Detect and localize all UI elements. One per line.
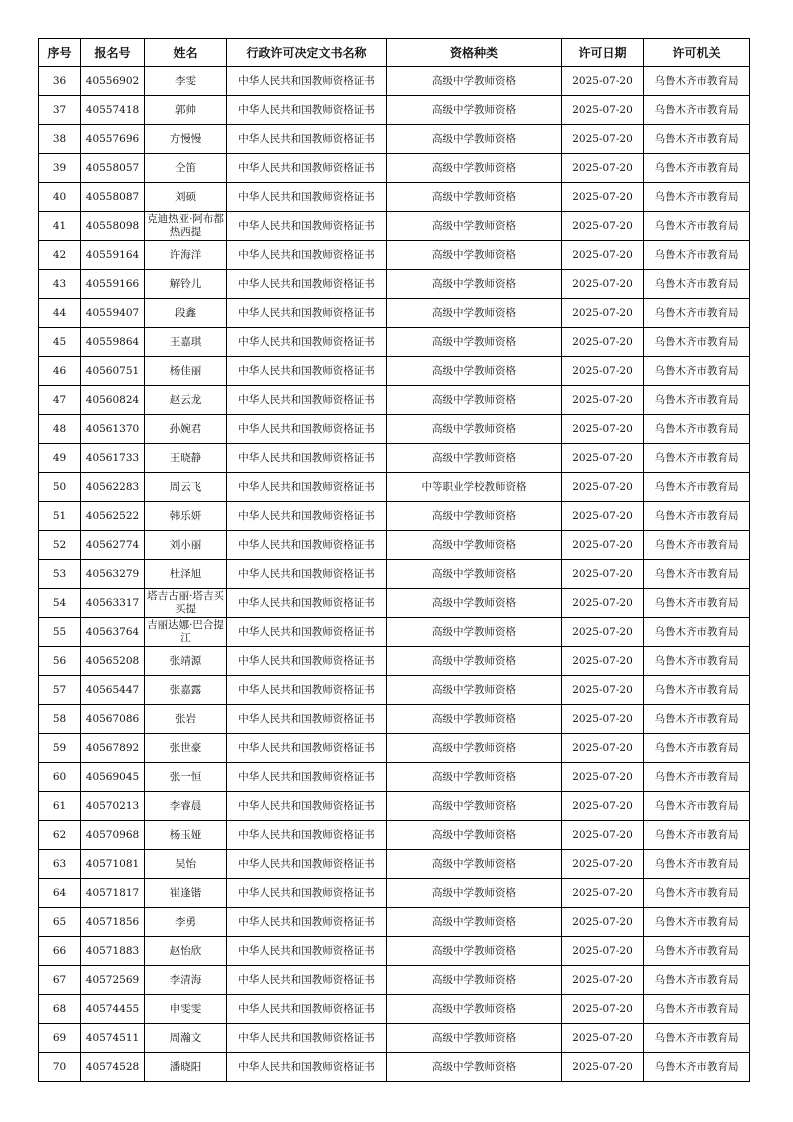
- table-row: [39, 850, 750, 879]
- cell-license-authority: 乌鲁木齐市教育局: [644, 1024, 750, 1053]
- cell-document-name: 中华人民共和国教师资格证书: [227, 1053, 387, 1082]
- cell-license-date: 2025-07-20: [562, 647, 644, 676]
- cell-license-authority: 乌鲁木齐市教育局: [644, 473, 750, 502]
- table-row: [39, 734, 750, 763]
- cell-license-date: 2025-07-20: [562, 937, 644, 966]
- cell-document-name: 中华人民共和国教师资格证书: [227, 154, 387, 183]
- cell-index: 62: [39, 821, 81, 850]
- table-row: [39, 647, 750, 676]
- cell-registration-no: 40558098: [81, 212, 145, 241]
- cell-index: 60: [39, 763, 81, 792]
- table-row: [39, 270, 750, 299]
- cell-registration-no: 40562774: [81, 531, 145, 560]
- table-row: [39, 821, 750, 850]
- cell-name: 方慢慢: [145, 125, 227, 154]
- cell-qualification-type: 高级中学教师资格: [387, 676, 562, 705]
- cell-name: 张岩: [145, 705, 227, 734]
- cell-qualification-type: 高级中学教师资格: [387, 618, 562, 647]
- cell-registration-no: 40567892: [81, 734, 145, 763]
- cell-qualification-type: 高级中学教师资格: [387, 560, 562, 589]
- cell-registration-no: 40569045: [81, 763, 145, 792]
- document-page: [38, 38, 749, 1082]
- table-row: [39, 502, 750, 531]
- cell-license-authority: 乌鲁木齐市教育局: [644, 125, 750, 154]
- cell-license-date: 2025-07-20: [562, 357, 644, 386]
- cell-license-authority: 乌鲁木齐市教育局: [644, 415, 750, 444]
- cell-license-authority: 乌鲁木齐市教育局: [644, 618, 750, 647]
- cell-index: 68: [39, 995, 81, 1024]
- cell-license-authority: 乌鲁木齐市教育局: [644, 763, 750, 792]
- cell-license-authority: 乌鲁木齐市教育局: [644, 734, 750, 763]
- cell-qualification-type: 高级中学教师资格: [387, 792, 562, 821]
- cell-registration-no: 40565208: [81, 647, 145, 676]
- cell-document-name: 中华人民共和国教师资格证书: [227, 357, 387, 386]
- cell-qualification-type: 高级中学教师资格: [387, 879, 562, 908]
- cell-document-name: 中华人民共和国教师资格证书: [227, 705, 387, 734]
- cell-index: 59: [39, 734, 81, 763]
- cell-qualification-type: 高级中学教师资格: [387, 212, 562, 241]
- cell-name: 杜泽旭: [145, 560, 227, 589]
- cell-license-date: 2025-07-20: [562, 241, 644, 270]
- cell-document-name: 中华人民共和国教师资格证书: [227, 96, 387, 125]
- cell-index: 48: [39, 415, 81, 444]
- table-row: [39, 966, 750, 995]
- cell-qualification-type: 高级中学教师资格: [387, 647, 562, 676]
- table-row: [39, 386, 750, 415]
- cell-index: 51: [39, 502, 81, 531]
- cell-document-name: 中华人民共和国教师资格证书: [227, 821, 387, 850]
- cell-document-name: 中华人民共和国教师资格证书: [227, 415, 387, 444]
- cell-license-date: 2025-07-20: [562, 734, 644, 763]
- cell-license-date: 2025-07-20: [562, 1024, 644, 1053]
- cell-license-date: 2025-07-20: [562, 415, 644, 444]
- cell-license-date: 2025-07-20: [562, 183, 644, 212]
- cell-name: 赵怡欣: [145, 937, 227, 966]
- cell-document-name: 中华人民共和国教师资格证书: [227, 850, 387, 879]
- cell-qualification-type: 高级中学教师资格: [387, 96, 562, 125]
- cell-index: 52: [39, 531, 81, 560]
- cell-license-authority: 乌鲁木齐市教育局: [644, 212, 750, 241]
- table-row: [39, 879, 750, 908]
- cell-license-authority: 乌鲁木齐市教育局: [644, 850, 750, 879]
- cell-qualification-type: 高级中学教师资格: [387, 328, 562, 357]
- cell-name: 韩乐妍: [145, 502, 227, 531]
- cell-qualification-type: 高级中学教师资格: [387, 502, 562, 531]
- cell-index: 42: [39, 241, 81, 270]
- cell-document-name: 中华人民共和国教师资格证书: [227, 734, 387, 763]
- cell-index: 57: [39, 676, 81, 705]
- cell-license-date: 2025-07-20: [562, 589, 644, 618]
- cell-index: 55: [39, 618, 81, 647]
- cell-index: 67: [39, 966, 81, 995]
- cell-qualification-type: 高级中学教师资格: [387, 937, 562, 966]
- cell-license-date: 2025-07-20: [562, 444, 644, 473]
- cell-name: 王嘉琪: [145, 328, 227, 357]
- cell-registration-no: 40563317: [81, 589, 145, 618]
- cell-license-authority: 乌鲁木齐市教育局: [644, 444, 750, 473]
- table-row: [39, 705, 750, 734]
- cell-qualification-type: 高级中学教师资格: [387, 850, 562, 879]
- table-row: [39, 763, 750, 792]
- cell-name: 郭帅: [145, 96, 227, 125]
- table-body: [39, 67, 750, 1082]
- header-license-authority: 许可机关: [644, 39, 750, 67]
- cell-document-name: 中华人民共和国教师资格证书: [227, 386, 387, 415]
- cell-license-date: 2025-07-20: [562, 125, 644, 154]
- table-row: [39, 618, 750, 647]
- header-registration-no: 报名号: [81, 39, 145, 67]
- table-row: [39, 415, 750, 444]
- cell-index: 46: [39, 357, 81, 386]
- table-row: [39, 473, 750, 502]
- table-row: [39, 212, 750, 241]
- cell-name: 张嘉露: [145, 676, 227, 705]
- table-row: [39, 995, 750, 1024]
- cell-document-name: 中华人民共和国教师资格证书: [227, 792, 387, 821]
- cell-index: 47: [39, 386, 81, 415]
- table-row: [39, 1053, 750, 1082]
- cell-license-authority: 乌鲁木齐市教育局: [644, 328, 750, 357]
- cell-registration-no: 40570968: [81, 821, 145, 850]
- cell-license-date: 2025-07-20: [562, 212, 644, 241]
- cell-name: 塔吉古丽·塔吉买买提: [145, 589, 227, 618]
- cell-registration-no: 40559166: [81, 270, 145, 299]
- license-table: [38, 38, 750, 1082]
- table-row: [39, 96, 750, 125]
- cell-name: 赵云龙: [145, 386, 227, 415]
- cell-qualification-type: 高级中学教师资格: [387, 1053, 562, 1082]
- cell-document-name: 中华人民共和国教师资格证书: [227, 937, 387, 966]
- cell-license-authority: 乌鲁木齐市教育局: [644, 67, 750, 96]
- cell-document-name: 中华人民共和国教师资格证书: [227, 212, 387, 241]
- cell-license-date: 2025-07-20: [562, 821, 644, 850]
- cell-registration-no: 40572569: [81, 966, 145, 995]
- cell-license-date: 2025-07-20: [562, 676, 644, 705]
- cell-license-authority: 乌鲁木齐市教育局: [644, 1053, 750, 1082]
- cell-registration-no: 40571817: [81, 879, 145, 908]
- cell-registration-no: 40571856: [81, 908, 145, 937]
- cell-index: 53: [39, 560, 81, 589]
- table-row: [39, 125, 750, 154]
- cell-registration-no: 40574528: [81, 1053, 145, 1082]
- cell-index: 54: [39, 589, 81, 618]
- cell-registration-no: 40570213: [81, 792, 145, 821]
- cell-registration-no: 40558087: [81, 183, 145, 212]
- cell-document-name: 中华人民共和国教师资格证书: [227, 647, 387, 676]
- cell-document-name: 中华人民共和国教师资格证书: [227, 618, 387, 647]
- cell-index: 66: [39, 937, 81, 966]
- cell-qualification-type: 高级中学教师资格: [387, 299, 562, 328]
- cell-document-name: 中华人民共和国教师资格证书: [227, 183, 387, 212]
- table-row: [39, 1024, 750, 1053]
- cell-license-date: 2025-07-20: [562, 879, 644, 908]
- table-row: [39, 792, 750, 821]
- cell-index: 44: [39, 299, 81, 328]
- cell-license-authority: 乌鲁木齐市教育局: [644, 908, 750, 937]
- header-name: 姓名: [145, 39, 227, 67]
- cell-license-authority: 乌鲁木齐市教育局: [644, 792, 750, 821]
- cell-name: 仝笛: [145, 154, 227, 183]
- cell-registration-no: 40571883: [81, 937, 145, 966]
- cell-qualification-type: 高级中学教师资格: [387, 734, 562, 763]
- cell-qualification-type: 高级中学教师资格: [387, 908, 562, 937]
- cell-license-authority: 乌鲁木齐市教育局: [644, 995, 750, 1024]
- cell-registration-no: 40556902: [81, 67, 145, 96]
- cell-registration-no: 40563764: [81, 618, 145, 647]
- cell-registration-no: 40565447: [81, 676, 145, 705]
- table-row: [39, 154, 750, 183]
- cell-qualification-type: 高级中学教师资格: [387, 966, 562, 995]
- table-row: [39, 183, 750, 212]
- cell-document-name: 中华人民共和国教师资格证书: [227, 299, 387, 328]
- cell-name: 许海洋: [145, 241, 227, 270]
- cell-name: 刘硕: [145, 183, 227, 212]
- cell-index: 36: [39, 67, 81, 96]
- cell-license-date: 2025-07-20: [562, 96, 644, 125]
- cell-qualification-type: 高级中学教师资格: [387, 531, 562, 560]
- cell-qualification-type: 高级中学教师资格: [387, 705, 562, 734]
- cell-license-date: 2025-07-20: [562, 67, 644, 96]
- cell-license-authority: 乌鲁木齐市教育局: [644, 531, 750, 560]
- cell-document-name: 中华人民共和国教师资格证书: [227, 966, 387, 995]
- cell-license-authority: 乌鲁木齐市教育局: [644, 299, 750, 328]
- cell-index: 65: [39, 908, 81, 937]
- cell-name: 孙婉君: [145, 415, 227, 444]
- cell-index: 43: [39, 270, 81, 299]
- cell-name: 崔逢锴: [145, 879, 227, 908]
- table-row: [39, 67, 750, 96]
- cell-license-date: 2025-07-20: [562, 386, 644, 415]
- cell-index: 37: [39, 96, 81, 125]
- cell-qualification-type: 高级中学教师资格: [387, 444, 562, 473]
- cell-name: 吉丽达娜·巴合提江: [145, 618, 227, 647]
- cell-index: 69: [39, 1024, 81, 1053]
- cell-qualification-type: 高级中学教师资格: [387, 241, 562, 270]
- cell-document-name: 中华人民共和国教师资格证书: [227, 531, 387, 560]
- cell-license-authority: 乌鲁木齐市教育局: [644, 676, 750, 705]
- cell-license-authority: 乌鲁木齐市教育局: [644, 560, 750, 589]
- cell-name: 杨佳丽: [145, 357, 227, 386]
- table-row: [39, 560, 750, 589]
- cell-license-date: 2025-07-20: [562, 850, 644, 879]
- table-row: [39, 357, 750, 386]
- cell-index: 38: [39, 125, 81, 154]
- cell-qualification-type: 高级中学教师资格: [387, 183, 562, 212]
- cell-document-name: 中华人民共和国教师资格证书: [227, 560, 387, 589]
- cell-registration-no: 40560751: [81, 357, 145, 386]
- cell-document-name: 中华人民共和国教师资格证书: [227, 589, 387, 618]
- cell-index: 61: [39, 792, 81, 821]
- cell-document-name: 中华人民共和国教师资格证书: [227, 1024, 387, 1053]
- cell-registration-no: 40559864: [81, 328, 145, 357]
- cell-license-authority: 乌鲁木齐市教育局: [644, 879, 750, 908]
- cell-document-name: 中华人民共和国教师资格证书: [227, 328, 387, 357]
- cell-name: 李勇: [145, 908, 227, 937]
- cell-qualification-type: 高级中学教师资格: [387, 763, 562, 792]
- cell-index: 40: [39, 183, 81, 212]
- cell-license-authority: 乌鲁木齐市教育局: [644, 966, 750, 995]
- table-row: [39, 908, 750, 937]
- cell-document-name: 中华人民共和国教师资格证书: [227, 67, 387, 96]
- cell-license-date: 2025-07-20: [562, 502, 644, 531]
- cell-license-date: 2025-07-20: [562, 908, 644, 937]
- cell-name: 张世豪: [145, 734, 227, 763]
- cell-index: 56: [39, 647, 81, 676]
- cell-license-authority: 乌鲁木齐市教育局: [644, 270, 750, 299]
- table-row: [39, 937, 750, 966]
- cell-license-date: 2025-07-20: [562, 792, 644, 821]
- table-row: [39, 241, 750, 270]
- cell-document-name: 中华人民共和国教师资格证书: [227, 125, 387, 154]
- cell-registration-no: 40560824: [81, 386, 145, 415]
- header-row: [39, 39, 750, 67]
- cell-registration-no: 40563279: [81, 560, 145, 589]
- table-row: [39, 531, 750, 560]
- cell-license-date: 2025-07-20: [562, 705, 644, 734]
- cell-registration-no: 40574455: [81, 995, 145, 1024]
- cell-license-authority: 乌鲁木齐市教育局: [644, 502, 750, 531]
- table-row: [39, 299, 750, 328]
- cell-name: 克迪热亚·阿布都热西提: [145, 212, 227, 241]
- table-row: [39, 589, 750, 618]
- cell-index: 49: [39, 444, 81, 473]
- cell-qualification-type: 高级中学教师资格: [387, 589, 562, 618]
- cell-license-date: 2025-07-20: [562, 618, 644, 647]
- cell-license-authority: 乌鲁木齐市教育局: [644, 705, 750, 734]
- cell-registration-no: 40571081: [81, 850, 145, 879]
- cell-index: 70: [39, 1053, 81, 1082]
- cell-license-date: 2025-07-20: [562, 154, 644, 183]
- cell-name: 杨玉娅: [145, 821, 227, 850]
- cell-name: 周瀚文: [145, 1024, 227, 1053]
- cell-index: 63: [39, 850, 81, 879]
- header-qualification-type: 资格种类: [387, 39, 562, 67]
- table-row: [39, 676, 750, 705]
- cell-license-authority: 乌鲁木齐市教育局: [644, 937, 750, 966]
- cell-index: 50: [39, 473, 81, 502]
- cell-license-authority: 乌鲁木齐市教育局: [644, 154, 750, 183]
- cell-license-authority: 乌鲁木齐市教育局: [644, 241, 750, 270]
- cell-qualification-type: 高级中学教师资格: [387, 270, 562, 299]
- cell-name: 周云飞: [145, 473, 227, 502]
- cell-name: 吴怡: [145, 850, 227, 879]
- cell-license-authority: 乌鲁木齐市教育局: [644, 647, 750, 676]
- cell-registration-no: 40557418: [81, 96, 145, 125]
- cell-license-date: 2025-07-20: [562, 473, 644, 502]
- cell-name: 解铃儿: [145, 270, 227, 299]
- header-index: 序号: [39, 39, 81, 67]
- cell-document-name: 中华人民共和国教师资格证书: [227, 270, 387, 299]
- cell-qualification-type: 高级中学教师资格: [387, 67, 562, 96]
- cell-registration-no: 40557696: [81, 125, 145, 154]
- table-row: [39, 444, 750, 473]
- header-license-date: 许可日期: [562, 39, 644, 67]
- cell-document-name: 中华人民共和国教师资格证书: [227, 763, 387, 792]
- header-document-name: 行政许可决定文书名称: [227, 39, 387, 67]
- cell-name: 刘小丽: [145, 531, 227, 560]
- cell-license-date: 2025-07-20: [562, 966, 644, 995]
- cell-qualification-type: 高级中学教师资格: [387, 154, 562, 183]
- cell-registration-no: 40574511: [81, 1024, 145, 1053]
- cell-license-date: 2025-07-20: [562, 1053, 644, 1082]
- cell-registration-no: 40561370: [81, 415, 145, 444]
- cell-index: 58: [39, 705, 81, 734]
- cell-license-authority: 乌鲁木齐市教育局: [644, 589, 750, 618]
- cell-index: 45: [39, 328, 81, 357]
- cell-name: 张一恒: [145, 763, 227, 792]
- cell-license-date: 2025-07-20: [562, 531, 644, 560]
- cell-qualification-type: 高级中学教师资格: [387, 821, 562, 850]
- cell-qualification-type: 高级中学教师资格: [387, 995, 562, 1024]
- cell-index: 64: [39, 879, 81, 908]
- cell-name: 段鑫: [145, 299, 227, 328]
- cell-document-name: 中华人民共和国教师资格证书: [227, 444, 387, 473]
- cell-registration-no: 40567086: [81, 705, 145, 734]
- cell-document-name: 中华人民共和国教师资格证书: [227, 676, 387, 705]
- cell-document-name: 中华人民共和国教师资格证书: [227, 502, 387, 531]
- cell-name: 申雯雯: [145, 995, 227, 1024]
- cell-qualification-type: 高级中学教师资格: [387, 386, 562, 415]
- cell-document-name: 中华人民共和国教师资格证书: [227, 473, 387, 502]
- cell-qualification-type: 高级中学教师资格: [387, 415, 562, 444]
- cell-registration-no: 40558057: [81, 154, 145, 183]
- cell-license-date: 2025-07-20: [562, 328, 644, 357]
- cell-registration-no: 40562283: [81, 473, 145, 502]
- cell-qualification-type: 高级中学教师资格: [387, 125, 562, 154]
- cell-registration-no: 40559407: [81, 299, 145, 328]
- cell-name: 张靖源: [145, 647, 227, 676]
- cell-name: 王晓静: [145, 444, 227, 473]
- cell-license-authority: 乌鲁木齐市教育局: [644, 96, 750, 125]
- cell-registration-no: 40561733: [81, 444, 145, 473]
- cell-document-name: 中华人民共和国教师资格证书: [227, 995, 387, 1024]
- cell-license-date: 2025-07-20: [562, 560, 644, 589]
- cell-qualification-type: 高级中学教师资格: [387, 357, 562, 386]
- cell-index: 41: [39, 212, 81, 241]
- cell-license-authority: 乌鲁木齐市教育局: [644, 821, 750, 850]
- cell-name: 李雯: [145, 67, 227, 96]
- cell-qualification-type: 高级中学教师资格: [387, 1024, 562, 1053]
- cell-name: 李清海: [145, 966, 227, 995]
- cell-registration-no: 40559164: [81, 241, 145, 270]
- table-row: [39, 328, 750, 357]
- cell-name: 潘晓阳: [145, 1053, 227, 1082]
- cell-document-name: 中华人民共和国教师资格证书: [227, 241, 387, 270]
- cell-registration-no: 40562522: [81, 502, 145, 531]
- cell-index: 39: [39, 154, 81, 183]
- cell-license-authority: 乌鲁木齐市教育局: [644, 183, 750, 212]
- cell-license-date: 2025-07-20: [562, 763, 644, 792]
- cell-document-name: 中华人民共和国教师资格证书: [227, 908, 387, 937]
- cell-document-name: 中华人民共和国教师资格证书: [227, 879, 387, 908]
- cell-name: 李睿晨: [145, 792, 227, 821]
- cell-license-date: 2025-07-20: [562, 270, 644, 299]
- cell-license-authority: 乌鲁木齐市教育局: [644, 386, 750, 415]
- cell-license-authority: 乌鲁木齐市教育局: [644, 357, 750, 386]
- cell-qualification-type: 中等职业学校教师资格: [387, 473, 562, 502]
- cell-license-date: 2025-07-20: [562, 299, 644, 328]
- cell-license-date: 2025-07-20: [562, 995, 644, 1024]
